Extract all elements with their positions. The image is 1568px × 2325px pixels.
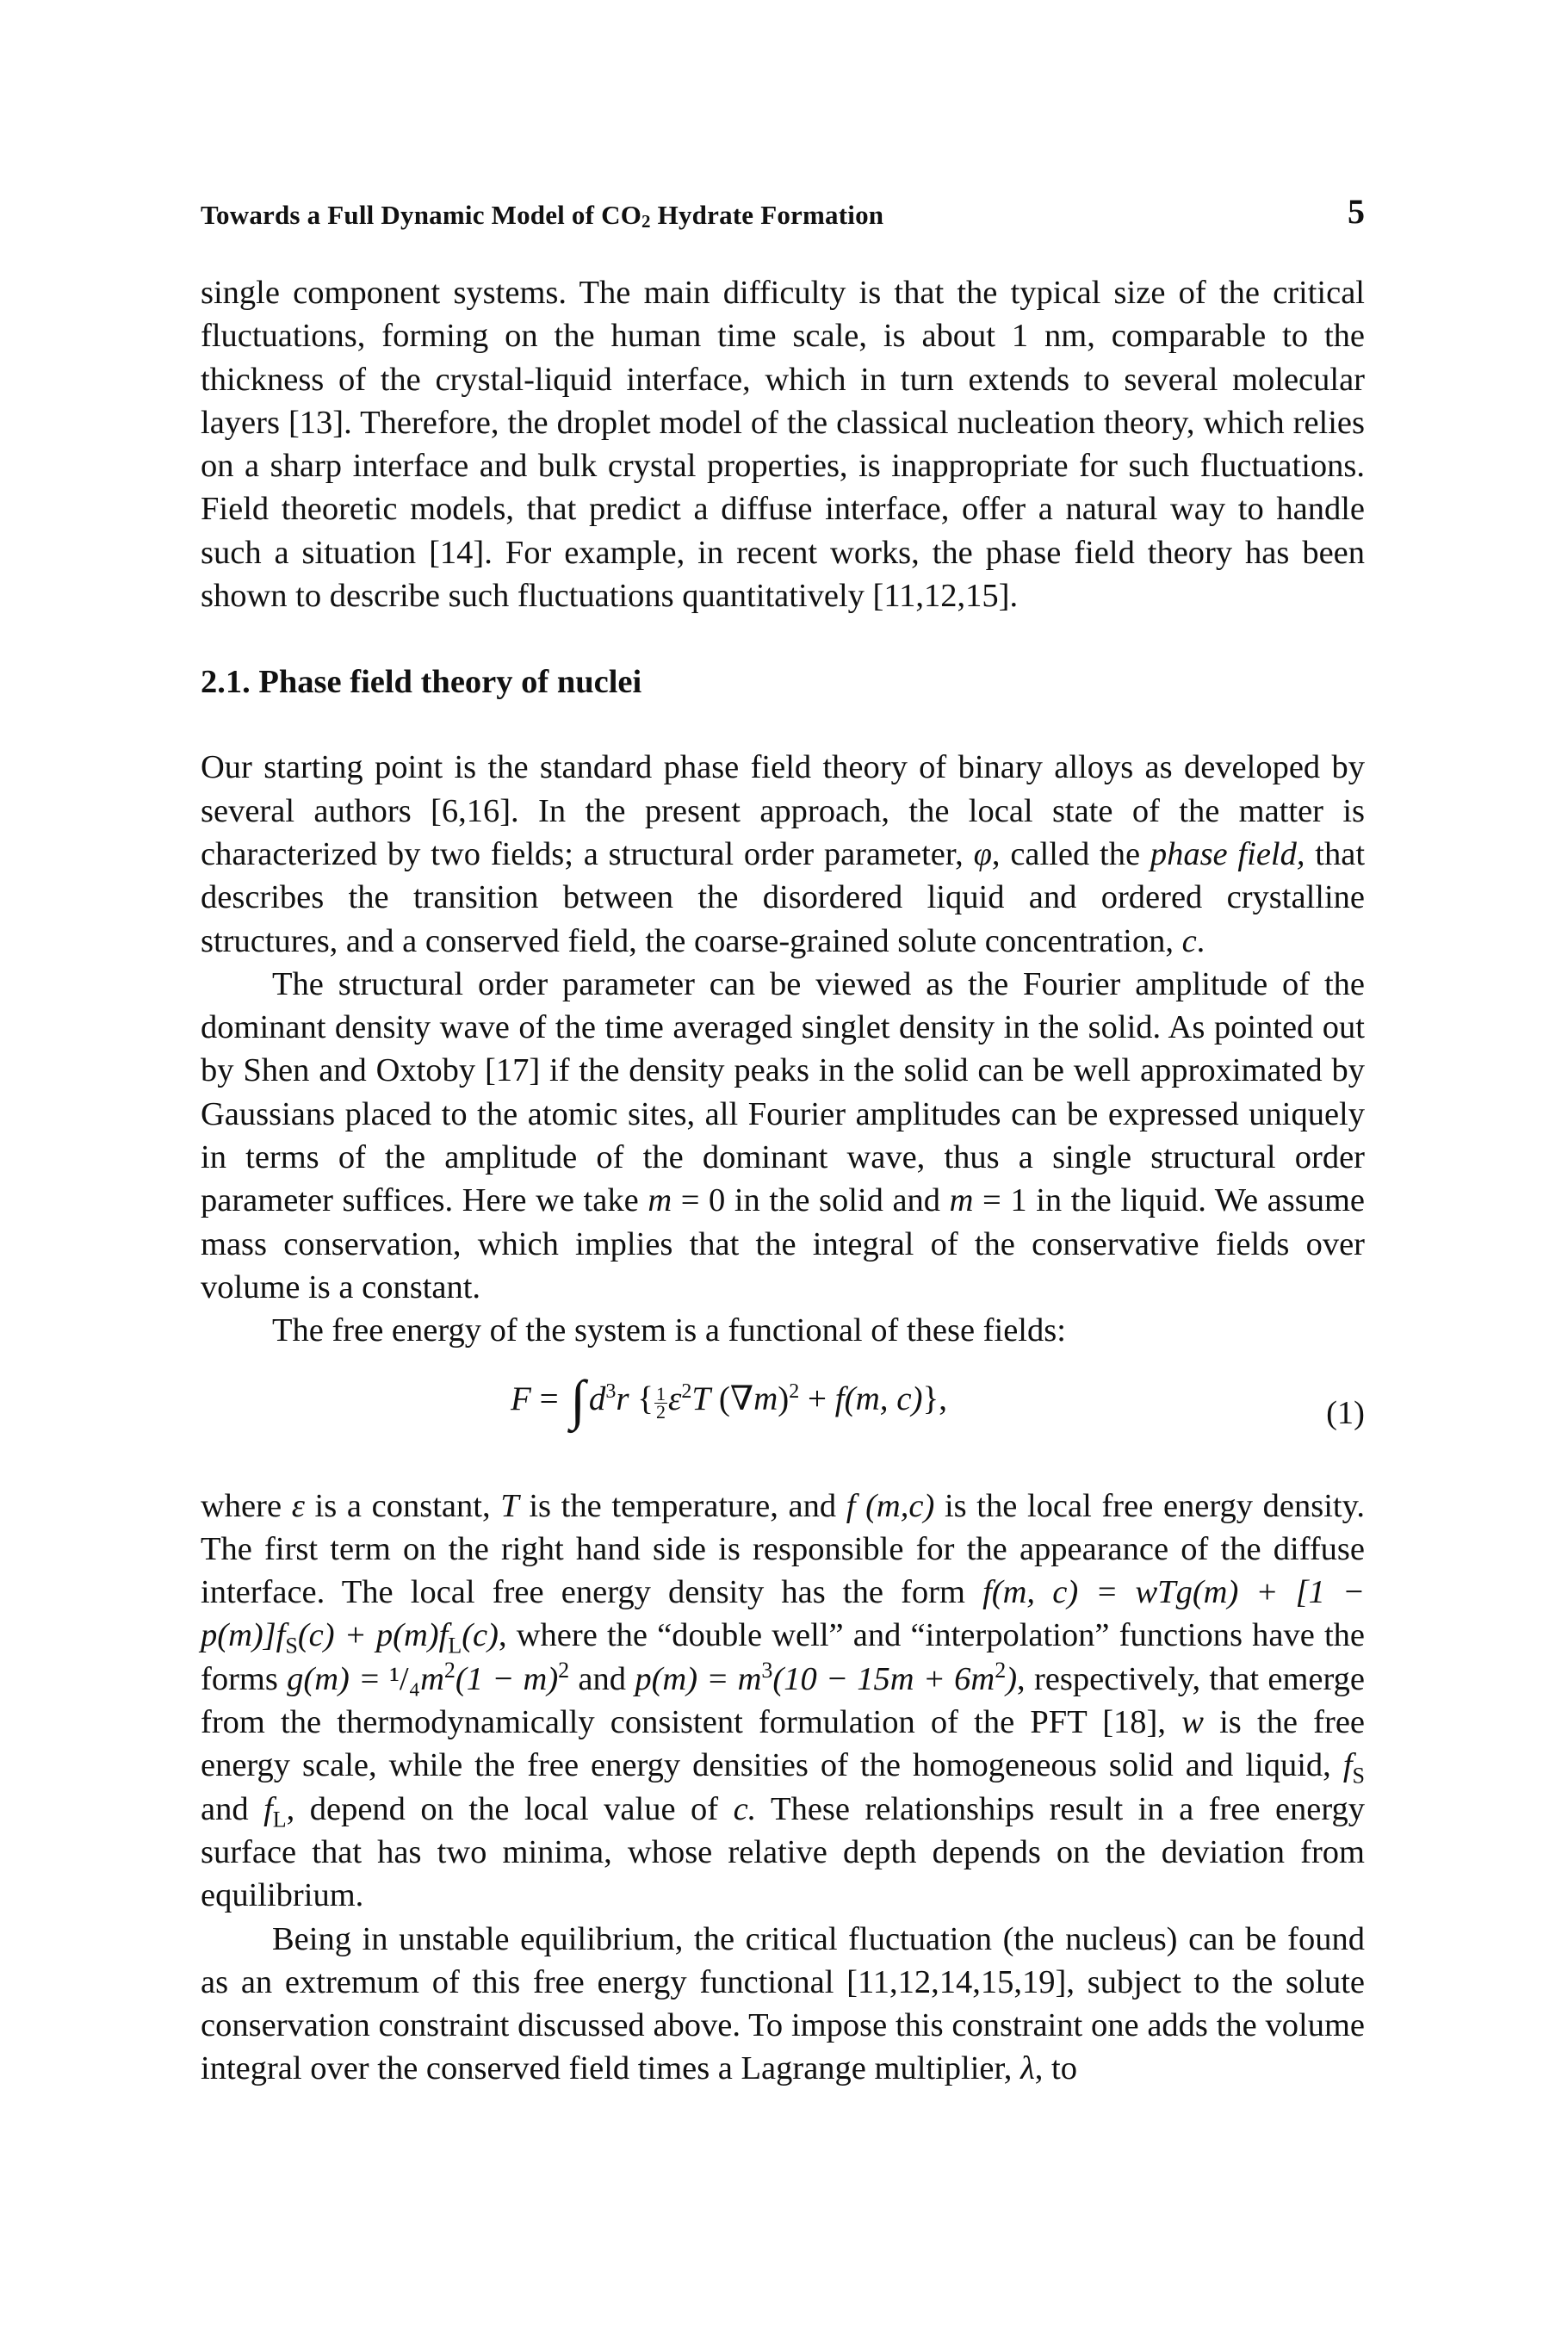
integral-sign: ∫ <box>570 1368 586 1430</box>
page-number: 5 <box>1348 192 1365 231</box>
paragraph-2: Our starting point is the standard phase field theory of binary alloys as developed by several authors [6,16]. In the present approach, the local state of the matter is characterized by two fields; a structural order parameter, φ, called the phase field, that describes the transition between the disordered liquid and ordered crystalline structures, and a conserved field, the coarse-grained solute concentration, c. <box>201 749 1366 959</box>
paragraph-4: The free energy of the system is a functional of these fields: <box>272 1312 1066 1349</box>
running-head <box>201 200 883 231</box>
paragraph-3: The structural order parameter can be viewed as the Fourier amplitude of the dominant density wave of the time averaged singlet density in the solid. As pointed out by Shen and Oxtoby [17] if the density peaks in the solid can be well approximated by Gaussians placed to the atomic sites, all Fourier amplitudes can be expressed uniquely in terms of the amplitude of the dominant wave, thus a single structural order parameter suffices. Here we take m = 0 in the solid and m = 1 in the liquid. We assume mass conservation, which implies that the integral of the conservative fields over volume is a constant. <box>201 965 1365 1305</box>
page-body <box>201 271 1365 2091</box>
paragraph-6: Being in unstable equilibrium, the critical fluctuation (the nucleus) can be found as an extremum of this free energy functional [11,12,14,15,19], subject to the solute conservation constraint discussed above. To impose this constraint one adds the volume integral over the conserved field times a Lagrange multiplier, λ, to <box>201 1920 1365 2087</box>
running-head-text-end: Hydrate Formation <box>650 200 884 230</box>
fraction-half: $\frac{1}{2}$ <box>656 1382 666 1423</box>
running-head-text: Towards a Full Dynamic Model of CO <box>201 200 642 230</box>
equation-1 <box>201 1366 1365 1467</box>
section-heading: 2.1. Phase field theory of nuclei <box>201 664 642 701</box>
equation-body: F = ∫ $d^3r$ { $\frac{1}{2}$ $\varepsilon^2T$ $(\nabla m)^2 + f(m$, c)}, <box>511 1368 948 1430</box>
paragraph-1: single component systems. The main difficulty is that the typical size of the critical fluctuations, forming on the human time scale, is about 1 nm, comparable to the thickness of the crystal-liquid interface, which in turn extends to several molecular layers [13]. Therefore, the droplet model of the classical nucleation theory, which relies on a sharp interface and bulk crystal properties, is inappropriate for such fluctuations. Field theoretic models, that predict a diffuse interface, offer a natural way to handle such a situation [14]. For example, in recent works, the phase field theory has been shown to describe such fluctuations quantitatively [11,12,15]. <box>201 275 1365 615</box>
paragraph-5: where ε is a constant, T is the temperature, and f (m,c) is the local free energy density. The first term on the right hand side is responsible for the appearance of the diffuse interface. The local free energy density has the form f(m, $c) = wTg(m) + [1 - p(m)]f_S(c) + p(m)f_L(c)$, where the “double well” and “interpolation” functions have the forms $g(m) = ^1/_4m^2(1 - m)^2$ and $p(m) = m^3(10 - 15m + 6m^2)$, respectively, that emerge from the thermodynamically consistent formulation of the PFT [18], w is the free energy scale, while the free energy densities of the homogeneous solid and liquid, $f_S$ and $f_L$, depend on the local value of c. These relationships result in a free energy surface that has two minima, whose relative depth depends on the deviation from equilibrium. <box>201 1487 1365 1914</box>
page-header <box>201 191 1365 243</box>
running-head-subscript: 2 <box>641 211 651 232</box>
equation-number: (1) <box>1326 1394 1365 1431</box>
